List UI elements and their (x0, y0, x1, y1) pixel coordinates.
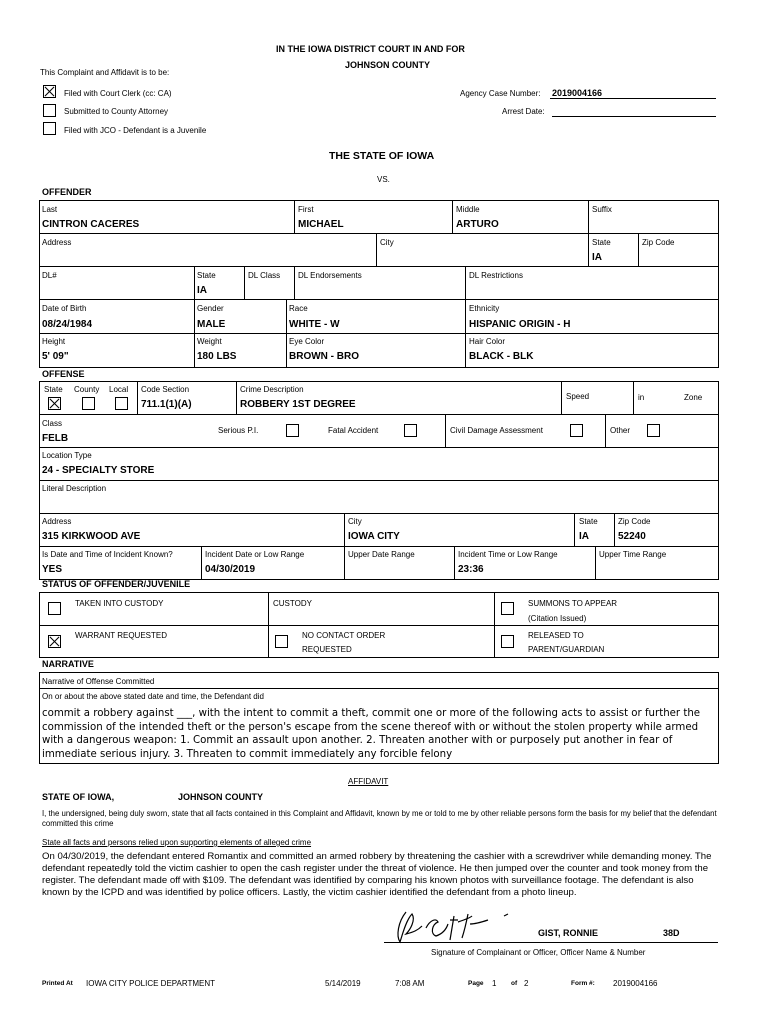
dl-restrictions-label: DL Restrictions (469, 271, 523, 280)
checkbox-county-attorney[interactable] (43, 104, 56, 117)
offender-box (39, 200, 719, 368)
crime-description-label: Crime Description (240, 385, 304, 394)
no-contact-label: NO CONTACT ORDER (302, 631, 386, 640)
race-label: Race (289, 304, 308, 313)
other-label: Other (610, 426, 631, 435)
dl-state: IA (197, 285, 207, 296)
code-section: 711.1(1)(A) (141, 399, 192, 410)
last-label: Last (42, 205, 58, 214)
option-court-clerk-label: Filed with Court Clerk (cc: CA) (64, 89, 172, 98)
custody-label: CUSTODY (273, 599, 312, 608)
suffix-label: Suffix (592, 205, 612, 214)
offense-county-label: County (74, 385, 100, 394)
checkbox-offense-county[interactable] (82, 397, 95, 410)
narrative-label: Narrative of Offense Committed (42, 677, 155, 686)
eye-color-label: Eye Color (289, 337, 325, 346)
first-label: First (298, 205, 314, 214)
dl-endorsements-label: DL Endorsements (298, 271, 362, 280)
location-type-label: Location Type (42, 451, 92, 460)
status-section-title: STATUS OF OFFENDER/JUVENILE (42, 579, 191, 589)
checkbox-other[interactable] (647, 424, 660, 437)
checkbox-offense-local[interactable] (115, 397, 128, 410)
officer-name: GIST, RONNIE (538, 928, 599, 938)
incident-time-label: Incident Time or Low Range (458, 550, 558, 559)
address-label: Address (42, 238, 72, 247)
state-title: THE STATE OF IOWA (329, 150, 435, 162)
warrant-requested-label: WARRANT REQUESTED (75, 631, 168, 640)
dl-label: DL# (42, 271, 57, 280)
hair-color-label: Hair Color (469, 337, 506, 346)
eye-color: BROWN - BRO (289, 351, 359, 362)
gender-label: Gender (197, 304, 224, 313)
released-sub-label: PARENT/GUARDIAN (528, 645, 605, 654)
upper-date-label: Upper Date Range (348, 550, 415, 559)
offense-class: FELB (42, 433, 69, 444)
hair-color: BLACK - BLK (469, 351, 534, 362)
court-title-line1: IN THE IOWA DISTRICT COURT IN AND FOR (276, 44, 465, 54)
checkbox-offense-state[interactable] (48, 397, 61, 410)
dob: 08/24/1984 (42, 319, 93, 330)
checkbox-fatal-accident[interactable] (404, 424, 417, 437)
summons-label: SUMMONS TO APPEAR (528, 599, 618, 608)
height: 5' 09" (42, 351, 69, 362)
affidavit-county: JOHNSON COUNTY (178, 792, 264, 802)
narrative-text: commit a robbery against ___, with the intent to commit a theft, commit one or more of the following acts to assist or further the commission of the intended theft or the person's escape from the scene thereof with or without the stolen property while armed with a dangerous weapon: 1. Commit an assault upon another. 2. Threaten another with or purposely put another in fear of immediate serious injury. 3. Threaten to commit immediately any forcible felony (42, 708, 701, 760)
location-type: 24 - SPECIALTY STORE (42, 465, 155, 476)
affidavit-state: STATE OF IOWA, (42, 792, 115, 802)
summons-sub-label: (Citation Issued) (528, 614, 587, 623)
offense-city-label: City (348, 517, 362, 526)
fatal-accident-label: Fatal Accident (328, 426, 379, 435)
narrative-intro: On or about the above stated date and time, the Defendant did (42, 692, 264, 701)
page-count: 2 (524, 979, 529, 988)
print-date: 5/14/2019 (325, 979, 361, 988)
code-section-label: Code Section (141, 385, 190, 394)
checkbox-court-clerk[interactable] (43, 85, 56, 98)
checkbox-released[interactable] (501, 635, 514, 648)
class-label: Class (42, 419, 63, 428)
state: IA (592, 252, 602, 263)
offense-state: IA (579, 531, 589, 542)
no-contact-sub-label: REQUESTED (302, 645, 352, 654)
middle-label: Middle (456, 205, 480, 214)
crime-description: ROBBERY 1ST DEGREE (240, 399, 356, 410)
offense-city: IOWA CITY (348, 531, 400, 542)
released-label: RELEASED TO (528, 631, 584, 640)
offense-state2-label: State (579, 517, 598, 526)
incident-known-label: Is Date and Time of Incident Known? (42, 550, 173, 559)
agency-case-number: 2019004166 (552, 88, 603, 98)
affidavit-oath: I, the undersigned, being duly sworn, state that all facts contained in this Complaint and Affidavit, known by me or told to me by other reliable persons form the basis for my belief that the defendant committed this crime (42, 809, 717, 828)
agency-case-label: Agency Case Number: (460, 89, 541, 98)
court-title-line2: JOHNSON COUNTY (345, 60, 431, 70)
gender: MALE (197, 319, 226, 330)
incident-time: 23:36 (458, 564, 484, 575)
signature-label: Signature of Complainant or Officer, Officer Name & Number (431, 948, 646, 957)
dl-class-label: DL Class (248, 271, 281, 280)
of-label: of (511, 980, 518, 987)
literal-description-label: Literal Description (42, 484, 107, 493)
in-label: in (638, 393, 645, 402)
printed-at: IOWA CITY POLICE DEPARTMENT (86, 979, 216, 988)
checkbox-serious-pi[interactable] (286, 424, 299, 437)
civil-damage-label: Civil Damage Assessment (450, 426, 543, 435)
page-number: 1 (492, 979, 497, 988)
dob-label: Date of Birth (42, 304, 87, 313)
vs-label: VS. (377, 175, 390, 184)
first-name: MICHAEL (298, 219, 344, 230)
ethnicity-label: Ethnicity (469, 304, 500, 313)
upper-time-label: Upper Time Range (599, 550, 667, 559)
zip-label: Zip Code (642, 238, 675, 247)
state-label: State (592, 238, 611, 247)
affidavit-facts: On 04/30/2019, the defendant entered Romantix and committed an armed robbery by threatening the cashier with a screwdriver while demanding money. The defendant repeatedly told the victim cashier to open the cash register under the threat of violence. He then jumped over the counter and took money from the register. The defendant made off with $109. The defendant was identified by comparing his known photos with surveillance footage. The defendant is also known by the ICPD and was identified by police officers. Lastly, the victim cashier identified the defendant from a photo lineup. (42, 851, 712, 898)
checkbox-jco-juvenile[interactable] (43, 122, 56, 135)
offense-local-label: Local (109, 385, 129, 394)
affidavit-title: AFFIDAVIT (348, 777, 389, 786)
option-county-attorney-label: Submitted to County Attorney (64, 107, 169, 116)
form-number: 2019004166 (613, 979, 658, 988)
last-name: CINTRON CACERES (42, 219, 140, 230)
incident-known: YES (42, 564, 63, 575)
form-label: Form #: (571, 980, 595, 987)
weight: 180 LBS (197, 351, 237, 362)
officer-badge: 38D (663, 928, 680, 938)
narrative-section-title: NARRATIVE (42, 659, 94, 669)
serious-pi-label: Serious P.I. (218, 426, 259, 435)
offense-zip-label: Zip Code (618, 517, 651, 526)
arrest-date-label: Arrest Date: (502, 107, 545, 116)
checkbox-warrant-requested[interactable] (48, 635, 61, 648)
taken-into-custody-label: TAKEN INTO CUSTODY (75, 599, 164, 608)
race: WHITE - W (289, 319, 340, 330)
city-label: City (380, 238, 394, 247)
height-label: Height (42, 337, 66, 346)
checkbox-no-contact-order[interactable] (275, 635, 288, 648)
option-jco-label: Filed with JCO - Defendant is a Juvenile (64, 126, 207, 135)
officer-signature (392, 906, 522, 946)
offense-address: 315 KIRKWOOD AVE (42, 531, 141, 542)
incident-date: 04/30/2019 (205, 564, 256, 575)
offense-state-label: State (44, 385, 63, 394)
offense-address-label: Address (42, 517, 72, 526)
weight-label: Weight (197, 337, 222, 346)
print-time: 7:08 AM (395, 979, 425, 988)
checkbox-taken-into-custody[interactable] (48, 602, 61, 615)
ethnicity: HISPANIC ORIGIN - H (469, 319, 571, 330)
facts-label: State all facts and persons relied upon supporting elements of alleged crime (42, 838, 312, 847)
incident-date-label: Incident Date or Low Range (205, 550, 305, 559)
middle-name: ARTURO (456, 219, 499, 230)
zone-label: Zone (684, 393, 703, 402)
offense-zip: 52240 (618, 531, 646, 542)
offense-section-title: OFFENSE (42, 369, 85, 379)
printed-at-label: Printed At (42, 980, 73, 987)
complaint-intro: This Complaint and Affidavit is to be: (40, 68, 170, 77)
checkbox-summons[interactable] (501, 602, 514, 615)
page-label: Page (468, 980, 484, 987)
offender-section-title: OFFENDER (42, 187, 92, 197)
dl-state-label: State (197, 271, 216, 280)
speed-label: Speed (566, 392, 590, 401)
checkbox-civil-damage[interactable] (570, 424, 583, 437)
